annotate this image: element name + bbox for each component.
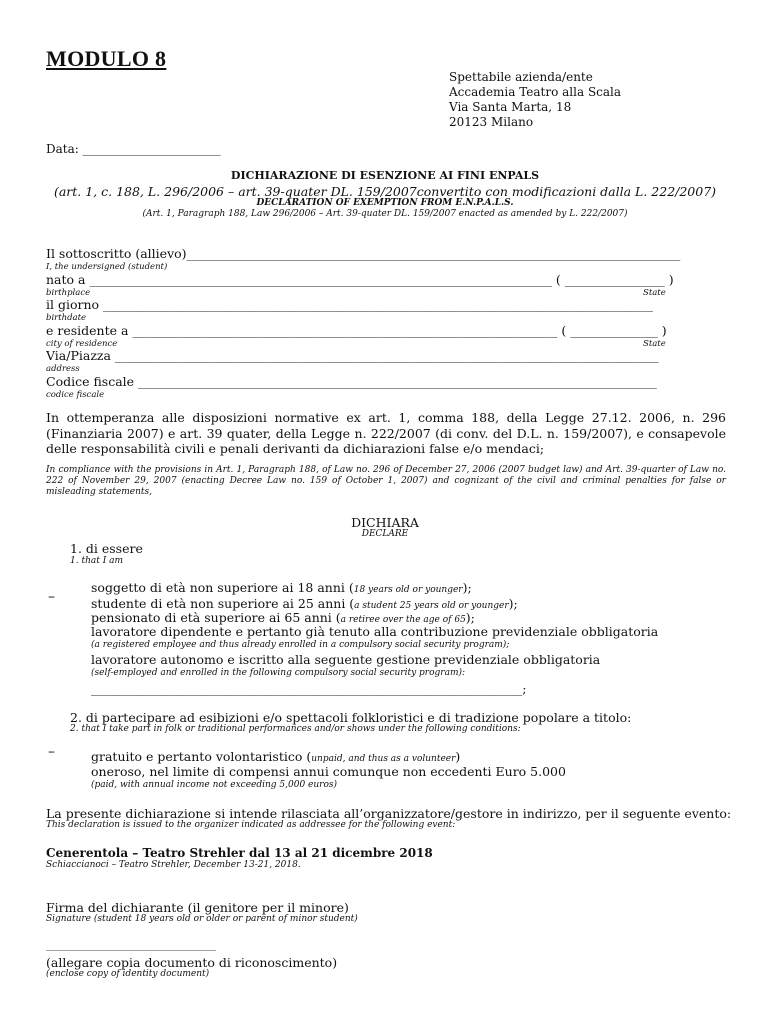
addressee-line: 20123 Milano — [449, 115, 534, 129]
option-self-employed-en: (self-employed and enrolled in the following compulsory social security program): — [91, 668, 466, 678]
tax-code-sublabel: codice fiscale — [46, 390, 105, 400]
option-unpaid[interactable]: gratuito e pertanto volontaristico (unpaid, and thus as a volunteer) — [91, 749, 461, 764]
option-dash: – — [48, 589, 55, 605]
signature-line[interactable]: __________________________________ — [46, 940, 216, 951]
point-2-label-en: 2. that I take part in folk or traditional performances and/or shows under the following conditions: — [70, 724, 521, 734]
birthdate-field[interactable]: il giorno ________________________________________________________________________________________ — [46, 297, 654, 312]
intro-paragraph-en: In compliance with the provisions in Art. 1, Paragraph 188, of Law no. 296 of December 27, 2006 (2007 budget law) and Art. 39-quarter of Law no. 222 of November 29, 2007 (enacting Decree Law no. 159 of October 1, 2007) and cognizant of the civil and criminal penalties for false or misleading statements, — [46, 465, 726, 497]
signature-label-en: Signature (student 18 years old or older or parent of minor student) — [46, 914, 358, 924]
option-paid[interactable]: oneroso, nel limite di compensi annui comunque non eccedenti Euro 5.000 — [91, 764, 566, 779]
addressee-line: Accademia Teatro alla Scala — [449, 85, 622, 99]
address-sublabel: address — [46, 364, 80, 374]
option-retiree-over-65[interactable]: pensionato di età superiore ai 65 anni (a retiree over the age of 65); — [91, 610, 475, 625]
address-field[interactable]: Via/Piazza _______________________________________________________________________________________ — [46, 348, 659, 363]
declaration-heading: DICHIARAZIONE DI ESENZIONE AI FINI ENPALS — [230, 169, 540, 182]
point-1-label: 1. di essere — [70, 541, 143, 556]
declare-heading: DICHIARA — [351, 515, 419, 530]
intro-paragraph: In ottemperanza alle disposizioni normative ex art. 1, comma 188, della Legge 27.12. 2006, n. 296 (Finanziaria 2007) e art. 39 quater, della Legge n. 222/2007 (di conv. del D.L. n. 159/2007), e consapevole delle responsabilità civili e penali derivanti da dichiarazioni false e/o mendaci; — [46, 410, 726, 456]
addressee-line: Via Santa Marta, 18 — [449, 100, 572, 114]
birthplace-state-sublabel: State — [643, 288, 666, 298]
attach-note-en: (enclose copy of identity document) — [46, 969, 210, 979]
birthplace-field[interactable]: nato a __________________________________________________________________________ ( ________________ ) — [46, 272, 674, 287]
law-reference: (art. 1, c. 188, L. 296/2006 – art. 39-quater DL. 159/2007convertito con modificazioni dalla L. 222/2007) — [53, 184, 717, 199]
point-2-label: 2. di partecipare ad esibizioni e/o spettacoli folkloristici e di tradizione popolare a titolo: — [70, 710, 632, 725]
student-name-sublabel: I, the undersigned (student) — [46, 262, 168, 272]
option-under-18[interactable]: soggetto di età non superiore ai 18 anni (18 years old or younger); — [91, 580, 472, 595]
tax-code-field[interactable]: Codice fiscale ___________________________________________________________________________________ — [46, 374, 657, 389]
option-paid-en: (paid, with annual income not exceeding 5,000 euros) — [91, 780, 338, 790]
addressee-block — [449, 70, 621, 130]
date-field[interactable]: Data: _______________________ — [46, 142, 221, 156]
option-student-under-25[interactable]: studente di età non superiore ai 25 anni (a student 25 years old or younger); — [91, 596, 518, 611]
option-self-employed[interactable]: lavoratore autonomo e iscritto alla seguente gestione previdenziale obbligatoria — [91, 652, 601, 667]
attach-note: (allegare copia documento di riconoscimento) — [46, 955, 338, 970]
option-employee[interactable]: lavoratore dipendente e pertanto già tenuto alla contribuzione previdenziale obbligatoria — [91, 624, 659, 639]
law-reference-en: (Art. 1, Paragraph 188, Law 296/2006 – Art. 39-quater DL. 159/2007 enacted as amended by L. 222/2007) — [142, 209, 628, 219]
option-employee-en: (a registered employee and thus already enrolled in a compulsory social security program); — [91, 640, 510, 650]
issued-statement: La presente dichiarazione si intende rilasciata all’organizzatore/gestore in indirizzo, per il seguente evento: — [46, 806, 732, 821]
option-dash: – — [48, 744, 55, 760]
social-security-program-field[interactable]: _____________________________________________________________________; — [91, 681, 527, 696]
page-title: MODULO 8 — [46, 46, 167, 71]
signature-label: Firma del dichiarante (il genitore per il minore) — [46, 900, 349, 915]
residence-state-sublabel: State — [643, 339, 666, 349]
declaration-heading-en: DECLARATION OF EXEMPTION FROM E.N.P.A.L.S. — [256, 198, 514, 208]
event-title-en: Schiaccianoci – Teatro Strehler, December 13-21, 2018. — [46, 860, 301, 870]
addressee-line: Spettabile azienda/ente — [449, 70, 593, 84]
student-name-field[interactable]: Il sottoscritto (allievo)_______________________________________________________________________________ — [46, 246, 681, 261]
residence-field[interactable]: e residente a ____________________________________________________________________ ( ______________ ) — [46, 323, 667, 338]
birthdate-sublabel: birthdate — [46, 313, 87, 323]
issued-statement-en: This declaration is issued to the organizer indicated as addressee for the following event: — [46, 820, 456, 830]
residence-sublabel: city of residence — [46, 339, 118, 349]
point-1-label-en: 1. that I am — [70, 556, 124, 566]
event-title: Cenerentola – Teatro Strehler dal 13 al 21 dicembre 2018 — [46, 846, 433, 860]
declare-heading-en: DECLARE — [361, 529, 409, 539]
birthplace-sublabel: birthplace — [46, 288, 91, 298]
